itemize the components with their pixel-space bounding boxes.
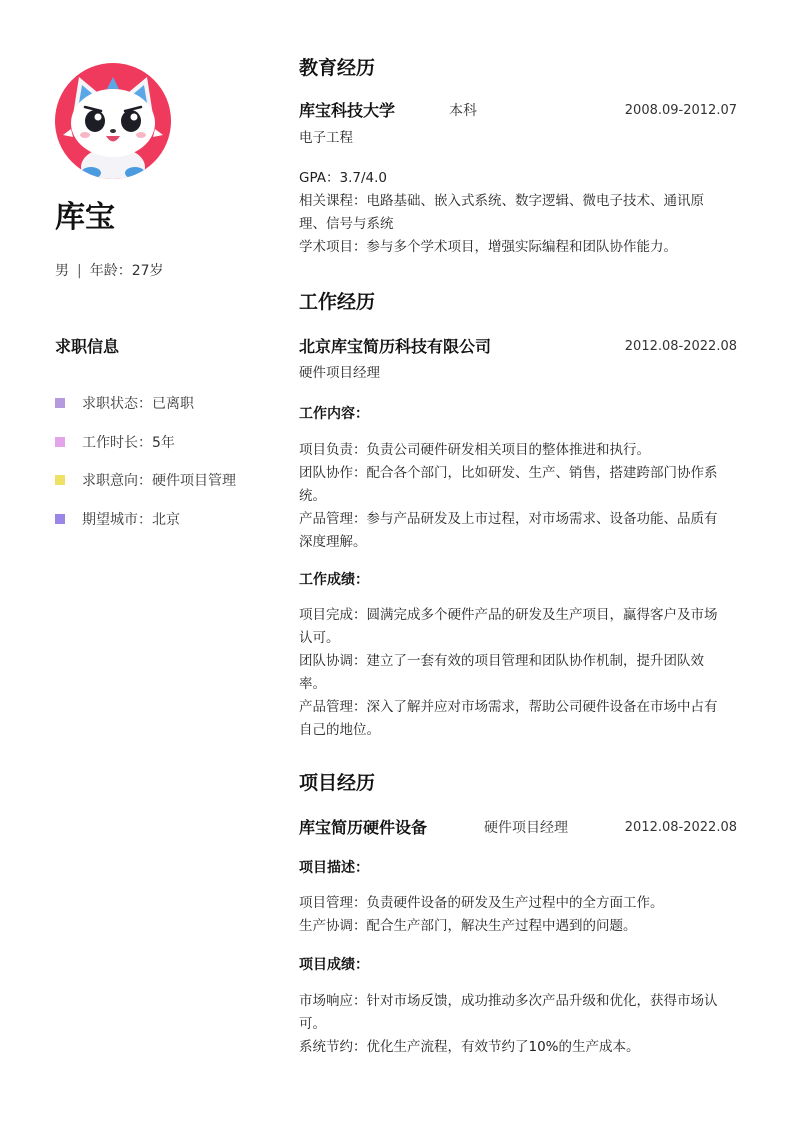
project-desc-line: 项目管理：负责硬件设备的研发及生产过程中的全方面工作。 xyxy=(299,895,664,911)
project-header-row xyxy=(299,815,737,841)
project-achieve-heading: 项目成绩： xyxy=(299,957,369,973)
academic-projects: 学术项目：参与多个学术项目，增强实际编程和团队协作能力。 xyxy=(299,239,677,255)
work-section xyxy=(299,288,737,316)
project-achieve-line: 市场响应：针对市场反馈，成功推动多次产品升级和优化，获得市场认 xyxy=(299,993,718,1009)
job-info-list xyxy=(55,384,236,538)
work-achieve-line: 团队协调：建立了一套有效的项目管理和团队协作机制，提升团队效 xyxy=(299,653,704,669)
work-achieve-line: 产品管理：深入了解并应对市场需求，帮助公司硬件设备在市场中占有 xyxy=(299,699,718,715)
list-item xyxy=(55,384,236,423)
project-desc-line: 生产协调：配合生产部门，解决生产过程中遇到的问题。 xyxy=(299,918,637,934)
bullet-square-icon xyxy=(55,437,65,447)
list-item xyxy=(55,423,236,462)
age: 年龄：27岁 xyxy=(89,263,164,279)
degree: 本科 xyxy=(449,103,477,119)
project-achieve-line: 系统节约：优化生产流程，有效节约了10%的生产成本。 xyxy=(299,1039,640,1055)
major: 电子工程 xyxy=(299,130,353,146)
work-content-line: 团队协作：配合各个部门，比如研发、生产、销售，搭建跨部门协作系 xyxy=(299,465,718,481)
job-info-text: 求职意向：硬件项目管理 xyxy=(82,473,236,490)
work-heading: 工作经历 xyxy=(299,291,376,313)
avatar xyxy=(55,63,171,179)
work-role: 硬件项目经理 xyxy=(299,365,380,381)
job-info-text: 求职状态：已离职 xyxy=(82,396,194,413)
courses-line: 理、信号与系统 xyxy=(299,216,394,232)
work-achieve-heading: 工作成绩： xyxy=(299,572,369,588)
bullet-square-icon xyxy=(55,398,65,408)
job-info-heading: 求职信息 xyxy=(55,337,120,356)
work-date: 2012.08-2022.08 xyxy=(624,339,737,354)
work-content-line: 统。 xyxy=(299,488,326,504)
work-content-line: 深度理解。 xyxy=(299,534,367,550)
education-header-row xyxy=(299,98,737,124)
gender: 男 xyxy=(55,263,69,279)
project-section xyxy=(299,769,737,797)
work-header-row xyxy=(299,334,737,360)
work-content-line: 项目负责：负责公司硬件研发相关项目的整体推进和执行。 xyxy=(299,442,650,458)
personal-meta xyxy=(55,260,164,280)
bullet-square-icon xyxy=(55,475,65,485)
meta-separator: | xyxy=(77,263,82,279)
education-date: 2008.09-2012.07 xyxy=(624,103,737,118)
work-achieve-line: 项目完成：圆满完成多个硬件产品的研发及生产项目，赢得客户及市场 xyxy=(299,607,718,623)
work-achieve-line: 率。 xyxy=(299,676,326,692)
job-info-text: 工作时长：5年 xyxy=(82,434,175,451)
courses-line: 相关课程：电路基础、嵌入式系统、数字逻辑、微电子技术、通讯原 xyxy=(299,193,704,209)
work-achieve-line: 自己的地位。 xyxy=(299,722,380,738)
company-name: 北京库宝简历科技有限公司 xyxy=(299,337,492,356)
job-info-text: 期望城市：北京 xyxy=(82,511,180,528)
list-item xyxy=(55,461,236,500)
list-item xyxy=(55,500,236,539)
project-achieve-line: 可。 xyxy=(299,1016,326,1032)
project-role: 硬件项目经理 xyxy=(484,820,568,836)
bullet-square-icon xyxy=(55,514,65,524)
gpa: GPA：3.7/4.0 xyxy=(299,170,387,186)
education-section xyxy=(299,54,737,82)
project-desc-heading: 项目描述： xyxy=(299,860,369,876)
education-heading: 教育经历 xyxy=(299,57,376,79)
work-content-heading: 工作内容： xyxy=(299,406,369,422)
project-name: 库宝简历硬件设备 xyxy=(299,818,428,837)
work-content-line: 产品管理：参与产品研发及上市过程，对市场需求、设备功能、品质有 xyxy=(299,511,718,527)
school-name: 库宝科技大学 xyxy=(299,101,396,120)
project-date: 2012.08-2022.08 xyxy=(624,820,737,835)
project-heading: 项目经历 xyxy=(299,772,376,794)
work-achieve-line: 认可。 xyxy=(299,630,340,646)
cat-mascot-icon xyxy=(55,63,171,179)
candidate-name: 库宝 xyxy=(55,200,115,235)
sidebar xyxy=(0,0,270,1121)
